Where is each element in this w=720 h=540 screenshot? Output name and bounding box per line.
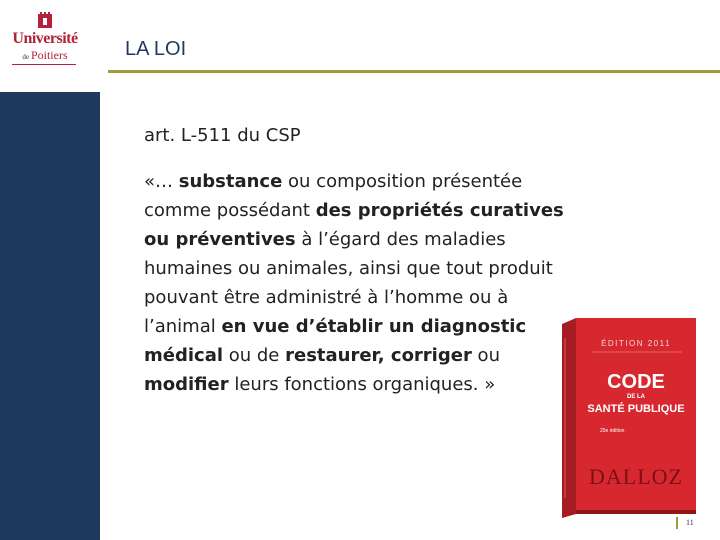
logo-text-de: de (22, 53, 29, 61)
quote-text: ou de (223, 345, 286, 366)
law-reference: art. L-511 du CSP (144, 125, 301, 146)
quote-text: «… (144, 171, 179, 192)
book-title-code: CODE (607, 371, 665, 393)
logo-text-city (9, 48, 81, 63)
quote-text: leurs fonctions organiques. » (228, 374, 496, 395)
page-number: 11 (686, 518, 694, 527)
book-edition: ÉDITION 2011 (601, 339, 671, 348)
logo-text-poitiers: Poitiers (30, 48, 68, 62)
quote-text: ou composition présentée comme possédant (144, 171, 523, 221)
slide-title: LA LOI (125, 38, 187, 60)
quote-emphasis: restaurer, corriger (285, 345, 472, 366)
title-divider (108, 70, 720, 73)
book-spine (562, 318, 576, 518)
quote-emphasis: substance (178, 171, 283, 192)
university-logo (0, 0, 100, 92)
crest-icon (34, 12, 56, 30)
book-publisher: DALLOZ (589, 464, 683, 489)
book-title-de-la: DE LA (627, 394, 645, 400)
quote-emphasis: modifier (144, 374, 229, 395)
quote-text: à l’égard des maladies humaines ou animales, ainsi que tout produit pouvant être administré à l’homme ou à l’animal (144, 229, 553, 337)
book-bottom-edge (576, 510, 696, 514)
book-edition-note: 25e édition (600, 428, 625, 434)
code-book-image (562, 318, 696, 518)
quote-emphasis: en vue d’établir un diagnostic médical (144, 316, 527, 366)
logo-text-university: Université (12, 30, 78, 47)
logo-underline (12, 64, 76, 65)
quote-emphasis: des propriétés curatives ou préventives (144, 200, 564, 250)
quote-text: ou (471, 345, 500, 366)
page-number-marker (676, 517, 678, 529)
law-quote (144, 167, 564, 399)
book-title-main: SANTÉ PUBLIQUE (587, 403, 685, 415)
